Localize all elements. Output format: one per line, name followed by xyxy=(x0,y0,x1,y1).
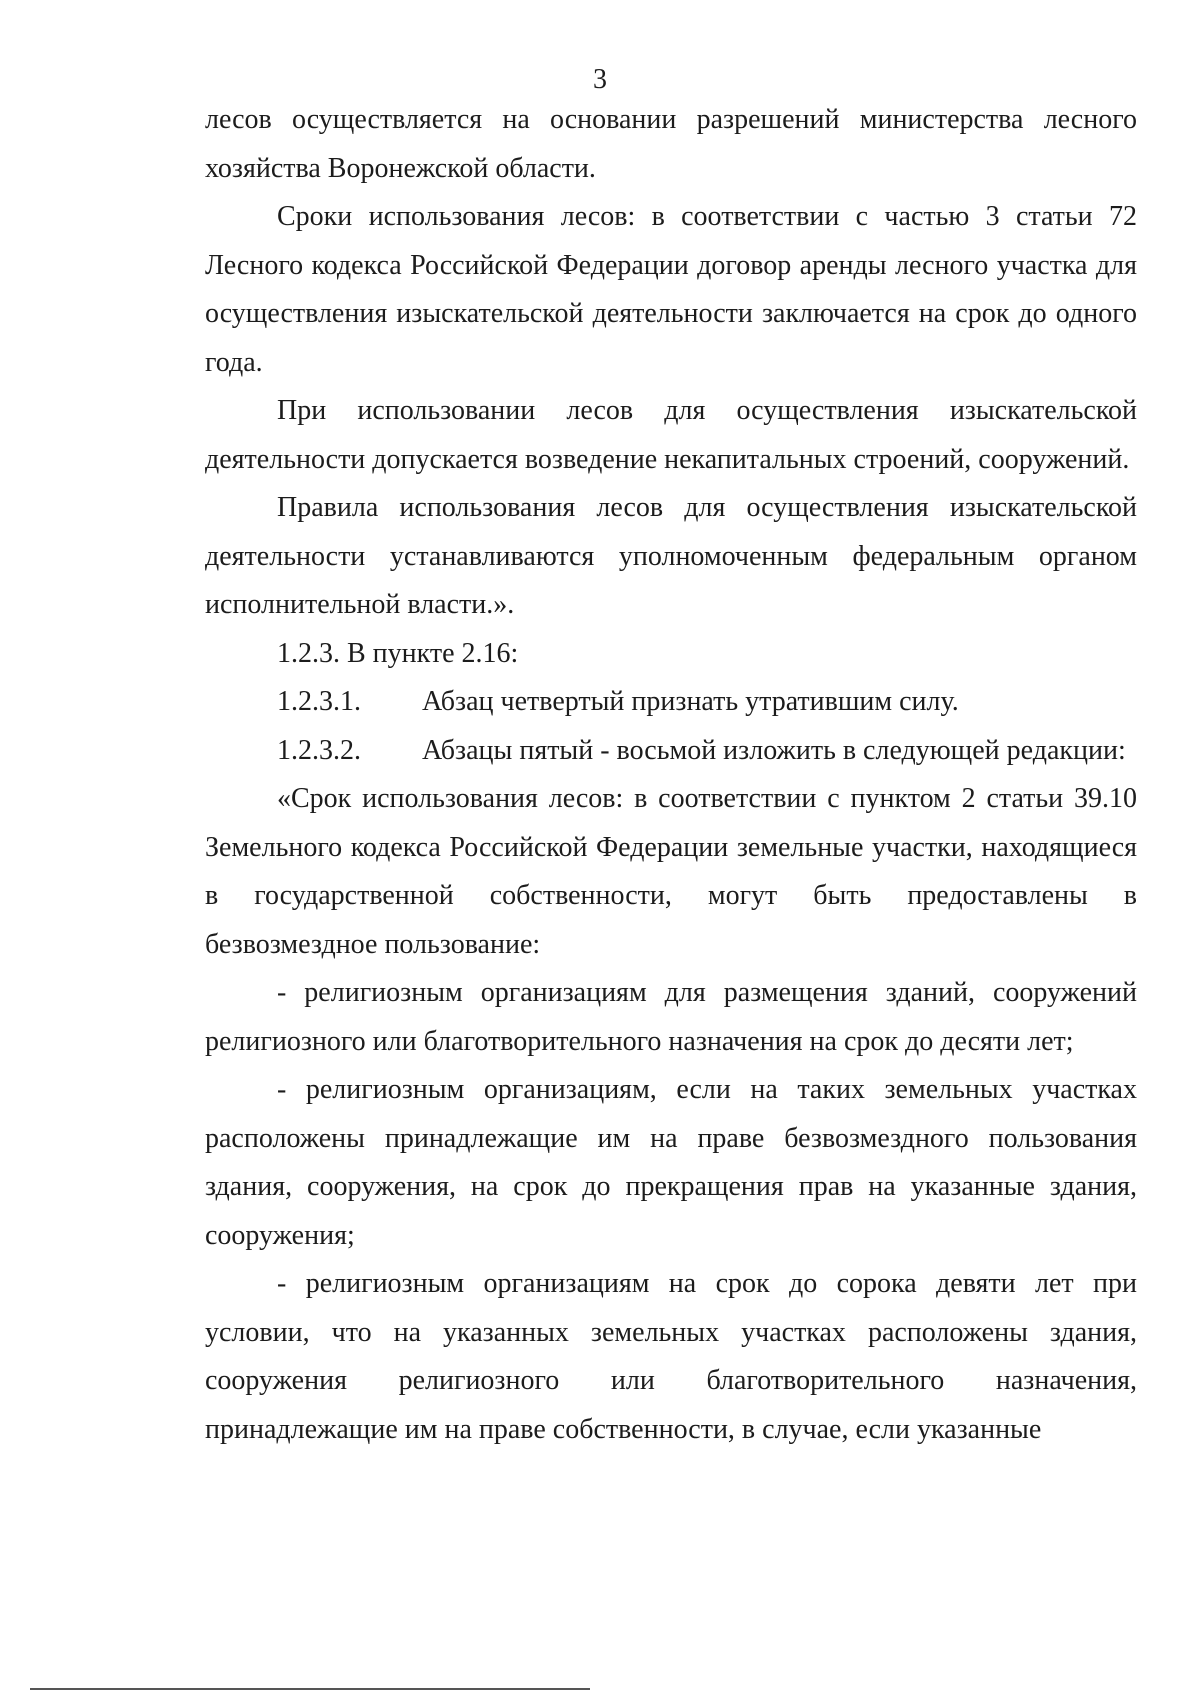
clause-item-1 xyxy=(205,678,1137,727)
bottom-divider xyxy=(30,1688,590,1690)
list-item-religious-ten-years: - религиозным организациям для размещения зданий, сооружений религиозного или благотворительного назначения на срок до десяти лет; xyxy=(205,977,1137,1057)
paragraph-continuation: лесов осуществляется на основании разрешений министерства лесного хозяйства Воронежской области. xyxy=(205,104,1137,184)
document-body xyxy=(205,96,1137,1454)
list-item-religious-forty-nine-years: - религиозным организациям на срок до сорока девяти лет при условии, что на указанных земельных участках расположены здания, сооружения религиозного или благотворительного назначения, принадлежащие им на праве собственности, в случае, если указанные xyxy=(205,1268,1137,1445)
clause-item-1-text: Абзац четвертый признать утратившим силу. xyxy=(422,686,959,717)
paragraph-clause-heading: 1.2.3. В пункте 2.16: xyxy=(277,637,519,669)
clause-item-2-number: 1.2.3.2. xyxy=(277,734,361,766)
paragraph-land-code: «Срок использования лесов: в соответствии с пунктом 2 статьи 39.10 Земельного кодекса Российской Федерации земельные участки, находящиеся в государственной собственности, могут быть предоставлены в безвозмездное пользование: xyxy=(205,783,1137,960)
clause-item-2 xyxy=(205,727,1137,776)
page-number: 3 xyxy=(593,64,607,95)
clause-item-2-text: Абзацы пятый - восьмой изложить в следующей редакции: xyxy=(422,734,1126,766)
paragraph-usage-rules: Правила использования лесов для осуществления изыскательской деятельности устанавливаются уполномоченным федеральным органом исполнительной власти.». xyxy=(205,492,1137,620)
paragraph-lease-term: Сроки использования лесов: в соответствии с частью 3 статьи 72 Лесного кодекса Российской Федерации договор аренды лесного участка для осуществления изыскательской деятельности заключается на срок до одного года. xyxy=(205,201,1137,378)
list-item-religious-free-use: - религиозным организациям, если на таких земельных участках расположены принадлежащие им на праве безвозмездного пользования здания, сооружения, на срок до прекращения прав на указанные здания, сооружения; xyxy=(205,1074,1137,1251)
clause-item-1-number: 1.2.3.1. xyxy=(277,686,361,717)
paragraph-temporary-structures: При использовании лесов для осуществления изыскательской деятельности допускается возведение некапитальных строений, сооружений. xyxy=(205,395,1137,475)
